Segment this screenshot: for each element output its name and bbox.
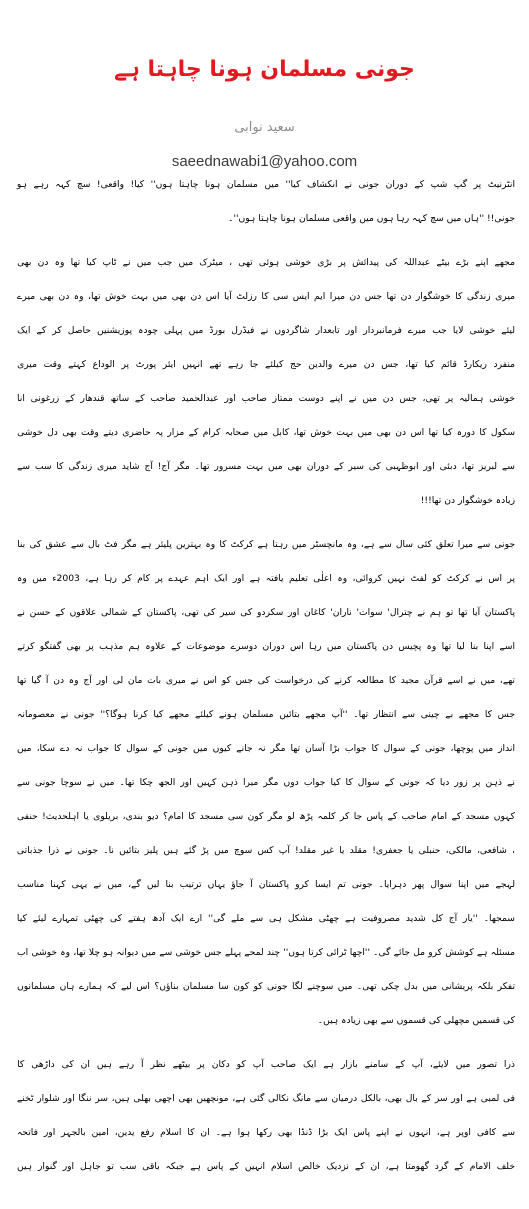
- text-line: ، شافعی، مالکی، حنبلی یا جعفری! مقلد یا غیر مقلد! آپ کس سوچ میں پڑ گئے ہیں پلیز بتائیں نا۔ جونی نے ذرا جذباتی: [16, 845, 515, 856]
- text-line: فی لمبی ہے اور سر کے بال بھی، بالکل درمیان سے مانگ نکالی گئی ہے، مونچھیں بھی اچھی بھلی ہیں، سر ننگا اور شلوار ٹخنے: [16, 1093, 515, 1104]
- text-line: انداز میں پوچھا، جونی کے سوال کا جواب بڑا آسان تھا مگر نہ جانے کیوں میں جونی کے سوال کا جواب نہ دے سکا، میں: [16, 743, 515, 754]
- article-body: [14, 168, 515, 1184]
- text-line: تفکر بلکہ پریشانی میں بدل چکی تھی۔ میں سوچنے لگا جونی کو کون سا مسلمان بناؤں؟ اس لیے کہ ہمارے ہاں مسلمانوں: [16, 981, 515, 992]
- text-line: سمجھا۔ ''یار آج کل شدید مصروفیت ہے چھٹی مشکل ہی سے ملے گی'' ارے ایک آدھ ہفتے کی چھٹی تمہارے لیئے کیا: [16, 913, 515, 924]
- text-line: کی قسمیں مچھلی کی قسموں سے بھی زیادہ ہیں۔: [317, 1015, 515, 1026]
- text-line: ذرا تصور میں لایئے، آپ کے سامنے بازار ہے ایک صاحب آپ کو دکان پر بیٹھے نظر آ رہے ہیں ان کی داڑھی کا: [17, 1059, 515, 1070]
- article-title: جونی مسلمان ہونا چاہتا ہے: [114, 57, 415, 82]
- author-email: saeednawabi1@yahoo.com: [171, 153, 358, 170]
- text-line: لیئے خوشی لایا جب میرے فرمانبردار اور تابعدار شاگردوں نے فیڈرل بورڈ میں پہلی چودہ پوزیشنیں حاصل کر کے ایک: [17, 325, 515, 336]
- text-line: تھے، میں نے اسے قرآن مجید کا مطالعہ کرنے کی درخواست کی جس کو اس نے میری بات مان لی اور آج وہ دن آ گیا تھا: [16, 675, 515, 686]
- paragraph: [14, 1048, 515, 1184]
- paragraph: [14, 168, 515, 236]
- text-line: جس کا مجھے بے چینی سے انتظار تھا۔ ''آپ مجھے بتائیں مسلمان ہونے کیلئے مجھے کیا کرنا ہوگا؟'' جونی نے معصومانہ: [17, 709, 515, 720]
- text-line: خوشی ہمالیہ پر تھی، جس دن میں نے اپنے دوست ممتاز صاحب اور عبدالحمید صاحب کے ساتھ قندھار کے زرغونی انا: [16, 393, 515, 404]
- text-line: نے ذہن پر زور دیا کہ جونی کے سوال کا کیا جواب دوں مگر میرا ذہن کہیں اور الجھ چکا تھا۔ میں نے سوچا جونی سے: [16, 777, 515, 788]
- text-line: میری زندگی کا خوشگوار دن تھا جس دن میرا ایم ایس سی کا رزلٹ آیا اس دن بھی میں بہت خوش تھا، وہ دن بھی میرے: [17, 291, 515, 302]
- text-line: جونی!! ''ہاں میں سچ کہہ رہا ہوں میں واقعی مسلمان ہونا چاہتا ہوں''۔: [228, 213, 515, 224]
- text-line: اسے اپنا بنا لیا تھا وہ پچیس دن پاکستان میں رہا اس دوران دوسرے موضوعات کے علاوہ ہم مذہب پر بھی گفتگو کرتے: [17, 641, 515, 652]
- text-line: سکول کا دورہ کیا تھا اس دن بھی میں بہت خوش تھا، کابل میں صحابہ کرام کے مزار پہ حاضری دیتے وقت بھی دل خوشی: [17, 427, 515, 438]
- text-line: انٹرنیٹ پر گپ شپ کے دوران جونی نے انکشاف کیا'' میں مسلمان ہونا چاہتا ہوں'' کیا! واقعی! سچ کہہ رہے ہو: [16, 179, 515, 190]
- paragraph: [14, 528, 515, 1038]
- text-line: زیادہ خوشگوار دن تھا!!!: [420, 495, 515, 506]
- text-line: پر اس نے کرکٹ کو لفٹ نہیں کروائی، وہ اعلٰی تعلیم یافتہ ہے اور ایک اہم عہدے پر کام کر رہا ہے، 2003ء میں وہ: [17, 573, 515, 584]
- text-line: سے کافی اوپر ہے، انہوں نے اپنے پاس ایک بڑا ڈنڈا بھی رکھا ہوا ہے۔ ان کا اسلام رفع یدین، امین بالجہر اور فاتحہ: [16, 1127, 515, 1138]
- paragraph: [14, 246, 515, 518]
- text-line: خلف الامام کے گرد گھومتا ہے، ان کے نزدیک خالص اسلام انہیں کے پاس ہے جبکہ باقی سب تو جاہل اور گنوار ہیں: [17, 1161, 515, 1172]
- text-line: جونی سے میرا تعلق کئی سال سے ہے، وہ مانچسٹر میں رہتا ہے کرکٹ کا وہ بہترین پلیئر ہے مگر فٹ بال سے عشق کی بنا: [17, 539, 515, 550]
- text-line: کہوں مسجد کے امام صاحب کے پاس جا کر کلمہ پڑھ لو مگر کون سی مسجد کا امام؟ دیو بندی، بریلوی یا اہلحدیث! حنفی: [17, 811, 515, 822]
- text-line: منفرد ریکارڈ قائم کیا تھا، جس دن میرے والدین حج کیلئے جا رہے تھے انہیں ایئر پورٹ پر الوداع کہتے وقت میری: [17, 359, 515, 370]
- text-line: پاکستان آیا تھا تو ہم نے چترال' سوات' ناران' کاغان اور سکردو کی سیر کی تھی، پاکستان کے شمالی علاقوں کے حسن نے: [17, 607, 515, 618]
- author-name: سعید نوابی: [234, 120, 295, 135]
- text-line: لہجے میں اپنا سوال پھر دہرایا۔ جونی تم ایسا کرو پاکستان آ جاؤ یہاں ترتیب بنا لیں گے، میں نے یہی کہنا مناسب: [17, 879, 515, 890]
- text-line: مسئلہ ہے کوشش کرو مل جائے گی۔ ''اچھا ٹرائی کرتا ہوں'' چند لمحے پہلے جس خوشی سے میں دیوانہ ہو چلا تھا، وہ خوشی اب: [17, 947, 515, 958]
- text-line: سے لبریز تھا، دبئی اور ابوظہبی کی سیر کے دوران بھی میں بہت مسرور تھا۔ مگر آج! آج شاید میری زندگی کا سب سے: [16, 461, 515, 472]
- text-line: مجھے اپنے بڑے بیٹے عبداللہ کی پیدائش پر بڑی خوشی ہوئی تھی ، میٹرک میں جب میں نے ٹاپ کیا تھا وہ دن بھی: [17, 257, 515, 268]
